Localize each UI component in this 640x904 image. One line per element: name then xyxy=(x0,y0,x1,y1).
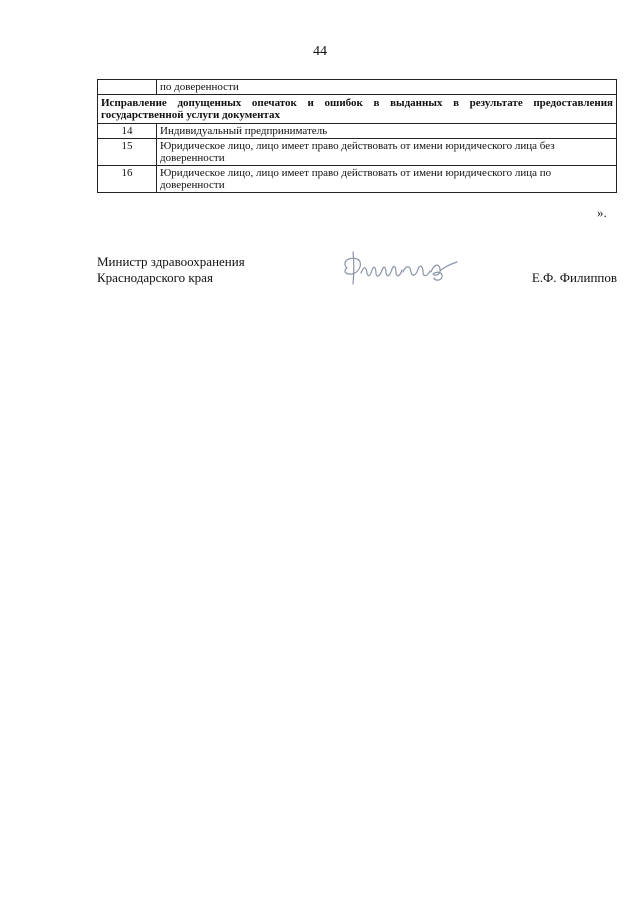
row-number-cell: 14 xyxy=(98,124,157,139)
signer-name: Е.Ф. Филиппов xyxy=(531,270,617,285)
section-heading: Исправление допущенных опечаток и ошибок в выданных в результате предоставления государственной услуги документах xyxy=(98,95,617,124)
row-text-cell: Юридическое лицо, лицо имеет право действовать от имени юридического лица по доверенности xyxy=(157,166,617,193)
table-row-continued xyxy=(98,80,617,95)
signer-position xyxy=(97,254,245,286)
handwritten-signature xyxy=(337,248,461,290)
page-number: 44 xyxy=(313,44,327,59)
table-row xyxy=(98,124,617,139)
row-text-cell: Юридическое лицо, лицо имеет право действовать от имени юридического лица без доверенности xyxy=(157,139,617,166)
table-row xyxy=(98,166,617,193)
signer-position-line-1: Министр здравоохранения xyxy=(97,254,245,269)
row-number-cell: 16 xyxy=(98,166,157,193)
table-section-heading-row xyxy=(98,95,617,124)
row-text-cell: Индивидуальный предприниматель xyxy=(157,124,617,139)
table-row xyxy=(98,139,617,166)
signer-position-line-2: Краснодарского края xyxy=(97,270,213,285)
signature-block xyxy=(97,254,617,294)
services-table xyxy=(97,79,617,193)
row-number-cell xyxy=(98,80,157,95)
row-number-cell: 15 xyxy=(98,139,157,166)
row-text-cell: по доверенности xyxy=(157,80,617,95)
closing-quote: ». xyxy=(597,205,607,220)
signature-strokes xyxy=(345,252,457,284)
